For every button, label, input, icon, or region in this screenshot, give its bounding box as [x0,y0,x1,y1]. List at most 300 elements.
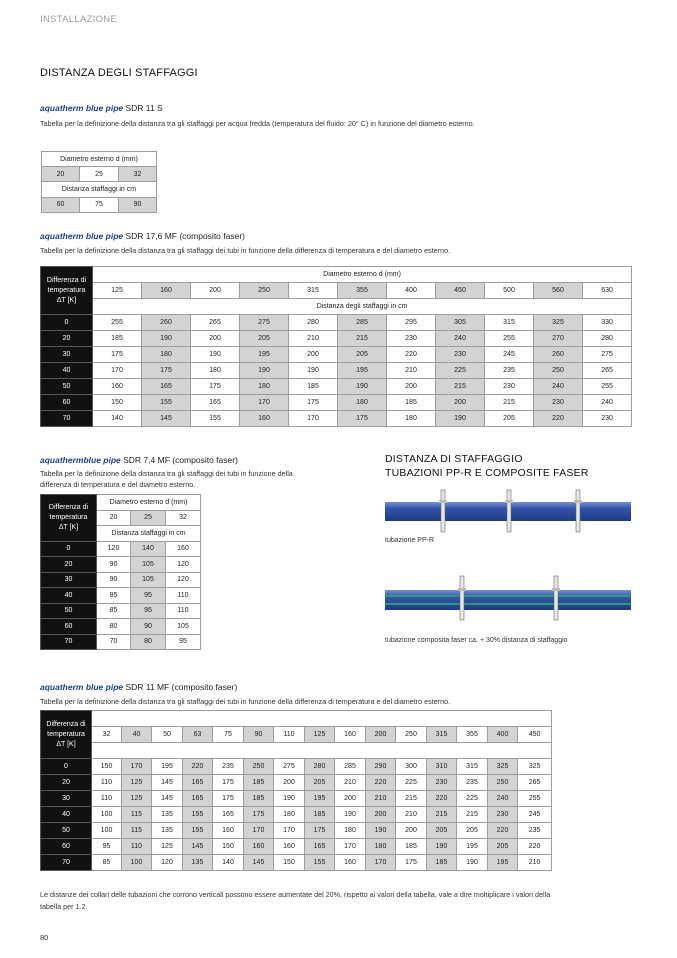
t4-value: 165 [183,791,213,807]
t4-value: 195 [152,759,183,775]
t4-delta-t: 70 [41,855,92,871]
t4-value: 145 [244,855,274,871]
t3-value: 85 [97,588,131,604]
table-row [41,759,552,775]
t2-value: 265 [583,363,632,379]
t2-value: 190 [240,363,289,379]
t2-value: 265 [191,315,240,331]
t2-diam: 450 [436,283,485,299]
t2-value: 180 [142,347,191,363]
t2-value: 190 [338,379,387,395]
t2-value: 330 [583,315,632,331]
t4-diam: 200 [366,727,396,743]
t2-table [40,266,632,427]
illustration-title [385,452,589,480]
dt-line: Differenza di [48,503,89,511]
t2-value: 255 [583,379,632,395]
illustration-title-line: DISTANZA DI STAFFAGGIO [385,453,523,465]
dt-line: ΔT [K] [58,523,79,531]
t4-value: 100 [92,823,122,839]
table-row [41,572,201,588]
t4-value: 325 [518,759,552,775]
t2-delta-t: 0 [41,315,93,331]
t4-value: 185 [396,839,427,855]
t2-value: 275 [240,315,289,331]
footer-note-line: tabella per 1.2. [40,902,88,911]
t2-value: 230 [387,331,436,347]
t2-value: 205 [240,331,289,347]
t2-value: 325 [534,315,583,331]
t4-value: 185 [244,775,274,791]
t3-diam-label: Diametro esterno d (mm) [97,495,201,511]
t2-value: 185 [387,395,436,411]
t4-value: 170 [122,759,152,775]
t2-value: 280 [289,315,338,331]
t3-delta-t: 0 [41,541,97,557]
table-row [41,775,552,791]
t4-value: 205 [488,839,518,855]
footer-note [40,889,665,913]
t2-value: 200 [191,331,240,347]
t4-value: 215 [457,807,488,823]
table-row [41,823,552,839]
t3-value: 85 [97,603,131,619]
t3-value: 120 [97,541,131,557]
t2-diam: 160 [142,283,191,299]
pipe-ppr-illustration [385,488,631,536]
t2-value: 165 [142,379,191,395]
t1-value: 60 [42,197,80,212]
pipe-body [385,590,631,610]
t4-value: 115 [122,807,152,823]
t4-value: 125 [122,775,152,791]
illustration-title-line: TUBAZIONI PP-R E COMPOSITE FASER [385,467,589,479]
t3-desc-line: Tabella per la definizione della distanza tra gli staffaggi dei tubi in funzione della [40,469,293,478]
t2-value: 175 [93,347,142,363]
t2-diam: 500 [485,283,534,299]
t4-value: 190 [427,839,457,855]
t2-heading [40,231,245,241]
t4-value: 110 [92,791,122,807]
t1-brand: aquatherm blue pipe [40,103,124,113]
t2-delta-t: 70 [41,411,93,427]
table-row [41,588,201,604]
t2-diam: 400 [387,283,436,299]
t4-value: 160 [213,823,244,839]
t4-value: 85 [92,855,122,871]
t2-value: 175 [191,379,240,395]
t4-value: 200 [274,775,305,791]
t4-value: 145 [152,791,183,807]
t4-value: 185 [244,791,274,807]
t3-description [40,468,370,490]
t1-diam: 25 [80,167,119,182]
t2-value: 190 [142,331,191,347]
dt-line: temperatura [49,513,88,521]
t2-value: 155 [142,395,191,411]
t4-value: 175 [244,807,274,823]
t3-value: 95 [166,634,201,650]
t1-value: 75 [80,197,119,212]
t2-value: 210 [289,331,338,347]
t4-delta-t: 0 [41,759,92,775]
t4-value: 195 [488,855,518,871]
t4-value: 275 [274,759,305,775]
t4-value: 215 [396,791,427,807]
t4-value: 220 [366,775,396,791]
t4-value: 170 [244,823,274,839]
t4-value: 245 [518,807,552,823]
t4-value: 190 [274,791,305,807]
t2-value: 210 [387,363,436,379]
t4-value: 265 [518,775,552,791]
t3-heading [40,455,238,465]
t4-value: 155 [183,823,213,839]
t2-value: 225 [436,363,485,379]
t2-value: 235 [485,363,534,379]
t2-diam: 630 [583,283,632,299]
t4-value: 135 [152,807,183,823]
t3-value: 120 [166,557,201,573]
t1-diam: 32 [119,167,157,182]
t4-brand: aquatherm blue pipe [40,682,124,692]
t2-value: 200 [436,395,485,411]
t4-delta-t: 50 [41,823,92,839]
t2-value: 220 [534,411,583,427]
t4-value: 235 [213,759,244,775]
t2-value: 295 [387,315,436,331]
t3-delta-t: 20 [41,557,97,573]
t4-value: 110 [92,775,122,791]
t3-brand: aquathermblue pipe [40,455,121,465]
t4-value: 125 [122,791,152,807]
t3-desc-line: differenza di temperatura e del diametro esterno. [40,480,196,489]
t3-value: 160 [166,541,201,557]
t2-value: 230 [436,347,485,363]
t4-value: 170 [274,823,305,839]
t2-diam-label: Diametro esterno d (mm) [93,267,632,283]
t4-value: 280 [305,759,335,775]
dt-line: Differenza di [46,720,86,728]
t4-value: 195 [457,839,488,855]
t4-value: 225 [457,791,488,807]
t2-value: 190 [191,347,240,363]
t4-value: 155 [183,807,213,823]
t4-value: 220 [488,823,518,839]
table-row [41,315,632,331]
t3-value: 110 [166,588,201,604]
table-row [41,557,201,573]
t2-value: 155 [191,411,240,427]
t4-diam: 110 [274,727,305,743]
t1-spec: SDR 11 S [123,103,163,113]
table-row [41,603,201,619]
t2-value: 240 [534,379,583,395]
dt-line: temperatura [47,730,85,738]
t2-diam: 560 [534,283,583,299]
t1-diam-label: Diametro esterno d (mm) [42,152,157,167]
t4-value: 185 [427,855,457,871]
t3-value: 70 [97,634,131,650]
t2-value: 195 [338,363,387,379]
t4-value: 170 [335,839,366,855]
t4-value: 255 [518,791,552,807]
t2-value: 180 [191,363,240,379]
t4-value: 150 [92,759,122,775]
t2-value: 160 [93,379,142,395]
t1-diam: 20 [42,167,80,182]
table-row [41,634,201,650]
t2-value: 150 [93,395,142,411]
t4-value: 220 [518,839,552,855]
t2-spec: SDR 17,6 MF (composito faser) [123,231,245,241]
t4-table [40,710,552,871]
t2-value: 270 [534,331,583,347]
table-row [41,379,632,395]
t3-value: 90 [131,619,166,635]
t2-value: 160 [240,411,289,427]
t4-value: 155 [305,855,335,871]
t1-table [41,151,157,213]
t4-value: 180 [366,839,396,855]
t2-delta-t: 20 [41,331,93,347]
footer-note-line: Le distanze dei collari delle tubazioni che corrono verticali possono essere aumentate del 20%, rispetto ai valori della tabella, vale a dire moltiplicare i valori della [40,890,551,899]
t2-value: 215 [338,331,387,347]
t2-value: 215 [485,395,534,411]
t3-value: 105 [131,557,166,573]
t4-value: 110 [122,839,152,855]
t3-dt-label [41,495,97,542]
t4-value: 210 [396,807,427,823]
t2-value: 255 [93,315,142,331]
t4-value: 205 [457,823,488,839]
t2-dist-label: Distanza degli staffaggi in cm [93,299,632,315]
t2-delta-t: 30 [41,347,93,363]
t4-value: 120 [152,855,183,871]
t2-value: 170 [240,395,289,411]
t2-value: 190 [289,363,338,379]
t4-value: 175 [396,855,427,871]
t2-value: 260 [142,315,191,331]
t4-value: 125 [152,839,183,855]
t4-diam: 400 [488,727,518,743]
t3-value: 80 [97,619,131,635]
table-row [41,347,632,363]
t4-diam: 50 [152,727,183,743]
t4-value: 100 [122,855,152,871]
t2-diam: 200 [191,283,240,299]
t3-value: 105 [166,619,201,635]
t3-delta-t: 40 [41,588,97,604]
t2-value: 200 [387,379,436,395]
t4-value: 165 [183,775,213,791]
t2-value: 185 [289,379,338,395]
t4-value: 210 [518,855,552,871]
t2-value: 175 [142,363,191,379]
t4-value: 185 [305,807,335,823]
t4-diam: 125 [305,727,335,743]
t4-value: 135 [152,823,183,839]
t3-value: 90 [97,557,131,573]
t4-dt-label [41,711,92,759]
t4-value: 205 [305,775,335,791]
t4-diam: 90 [244,727,274,743]
t2-value: 185 [93,331,142,347]
t2-description: Tabella per la definizione della distanza tra gli staffaggi dei tubi in funzione della differenza di temperatura e del diametro esterno. [40,246,451,255]
t4-diam: 32 [92,727,122,743]
table-row [41,541,201,557]
t4-diam: 40 [122,727,152,743]
t2-value: 180 [338,395,387,411]
t4-value: 250 [488,775,518,791]
t4-value: 150 [274,855,305,871]
t2-brand: aquatherm blue pipe [40,231,124,241]
t4-value: 220 [427,791,457,807]
t4-value: 200 [335,791,366,807]
t3-diam: 20 [97,510,131,526]
t4-value: 160 [335,855,366,871]
t4-diam: 450 [518,727,552,743]
t4-value: 210 [335,775,366,791]
t2-value: 175 [289,395,338,411]
t4-value: 200 [366,807,396,823]
t3-value: 110 [166,603,201,619]
t4-value: 180 [335,823,366,839]
t4-heading [40,682,237,692]
table-row [41,855,552,871]
t4-value: 250 [244,759,274,775]
page-number: 80 [40,933,49,942]
dt-line: ΔT [K] [56,740,76,748]
page-title: DISTANZA DEGLI STAFFAGGI [40,67,198,79]
t4-value: 145 [152,775,183,791]
t1-heading [40,103,163,113]
t2-value: 230 [534,395,583,411]
t4-value: 235 [457,775,488,791]
t2-value: 195 [240,347,289,363]
table-row [41,791,552,807]
pipe-composite-illustration [385,574,631,624]
t4-value: 140 [213,855,244,871]
t4-value: 100 [92,807,122,823]
t4-value: 180 [274,807,305,823]
t4-value: 165 [305,839,335,855]
t4-value: 210 [366,791,396,807]
t4-value: 175 [305,823,335,839]
t4-value: 145 [183,839,213,855]
t2-value: 250 [534,363,583,379]
t4-value: 195 [305,791,335,807]
t2-value: 305 [436,315,485,331]
t3-delta-t: 70 [41,634,97,650]
t4-delta-t: 30 [41,791,92,807]
t2-value: 255 [485,331,534,347]
t4-value: 290 [366,759,396,775]
t3-spec: SDR 7,4 MF (composito faser) [120,455,238,465]
t4-value: 95 [92,839,122,855]
t4-value: 200 [396,823,427,839]
table-row [41,363,632,379]
t4-value: 230 [427,775,457,791]
t2-value: 170 [289,411,338,427]
table-row [41,395,632,411]
t4-value: 240 [488,791,518,807]
t4-value: 175 [213,791,244,807]
t4-value: 215 [427,807,457,823]
t3-dist-label: Distanza staffaggi in cm [97,526,201,542]
t4-diam: 63 [183,727,213,743]
t4-value: 220 [183,759,213,775]
table-row [41,331,632,347]
t2-value: 165 [191,395,240,411]
t3-value: 80 [131,634,166,650]
t4-header-blank [92,711,552,727]
t3-table [40,494,201,650]
t4-value: 165 [213,807,244,823]
t4-diam: 75 [213,727,244,743]
t4-value: 300 [396,759,427,775]
table-row [41,411,632,427]
t3-delta-t: 60 [41,619,97,635]
t4-description: Tabella per la definizione della distanza tra gli staffaggi dei tubi in funzione della differenza di temperatura e del diametro esterno. [40,697,451,706]
t4-diam: 160 [335,727,366,743]
t3-value: 95 [131,603,166,619]
t2-delta-t: 40 [41,363,93,379]
t1-dist-label: Distanza staffaggi in cm [42,182,157,197]
section-label: INSTALLAZIONE [40,14,118,25]
pipe-stripe [385,595,631,597]
dt-line: temperatura [47,286,86,294]
t2-value: 205 [485,411,534,427]
t2-value: 240 [436,331,485,347]
t2-delta-t: 60 [41,395,93,411]
t4-value: 285 [335,759,366,775]
t3-delta-t: 50 [41,603,97,619]
t4-value: 160 [274,839,305,855]
t4-value: 310 [427,759,457,775]
t2-value: 215 [436,379,485,395]
t4-value: 205 [427,823,457,839]
t4-spec: SDR 11 MF (composito faser) [123,682,238,692]
t2-value: 175 [338,411,387,427]
dt-line: Differenza di [46,276,87,284]
t3-value: 120 [166,572,201,588]
t4-value: 225 [396,775,427,791]
t4-value: 315 [457,759,488,775]
t2-value: 230 [583,411,632,427]
t3-value: 90 [97,572,131,588]
t4-value: 175 [213,775,244,791]
pipe-stripe [385,603,631,605]
t2-value: 200 [289,347,338,363]
caption-composite: tubazione composita faser ca. + 30% distanza di staffaggio [385,637,568,644]
caption-ppr: tubazione PP-R [385,537,435,544]
t3-diam: 32 [166,510,201,526]
t2-value: 285 [338,315,387,331]
t2-value: 170 [93,363,142,379]
t2-diam: 250 [240,283,289,299]
t4-diam: 315 [427,727,457,743]
t2-value: 205 [338,347,387,363]
t1-description: Tabella per la definizione della distanza tra gli staffaggi per acqua fredda (temperatura del fluido: 20° C) in funzione del diametro esterno. [40,119,475,128]
t4-diam: 250 [396,727,427,743]
t4-delta-t: 40 [41,807,92,823]
t2-value: 180 [240,379,289,395]
t4-value: 115 [122,823,152,839]
t4-value: 135 [183,855,213,871]
t1-value: 90 [119,197,157,212]
t4-value: 190 [457,855,488,871]
